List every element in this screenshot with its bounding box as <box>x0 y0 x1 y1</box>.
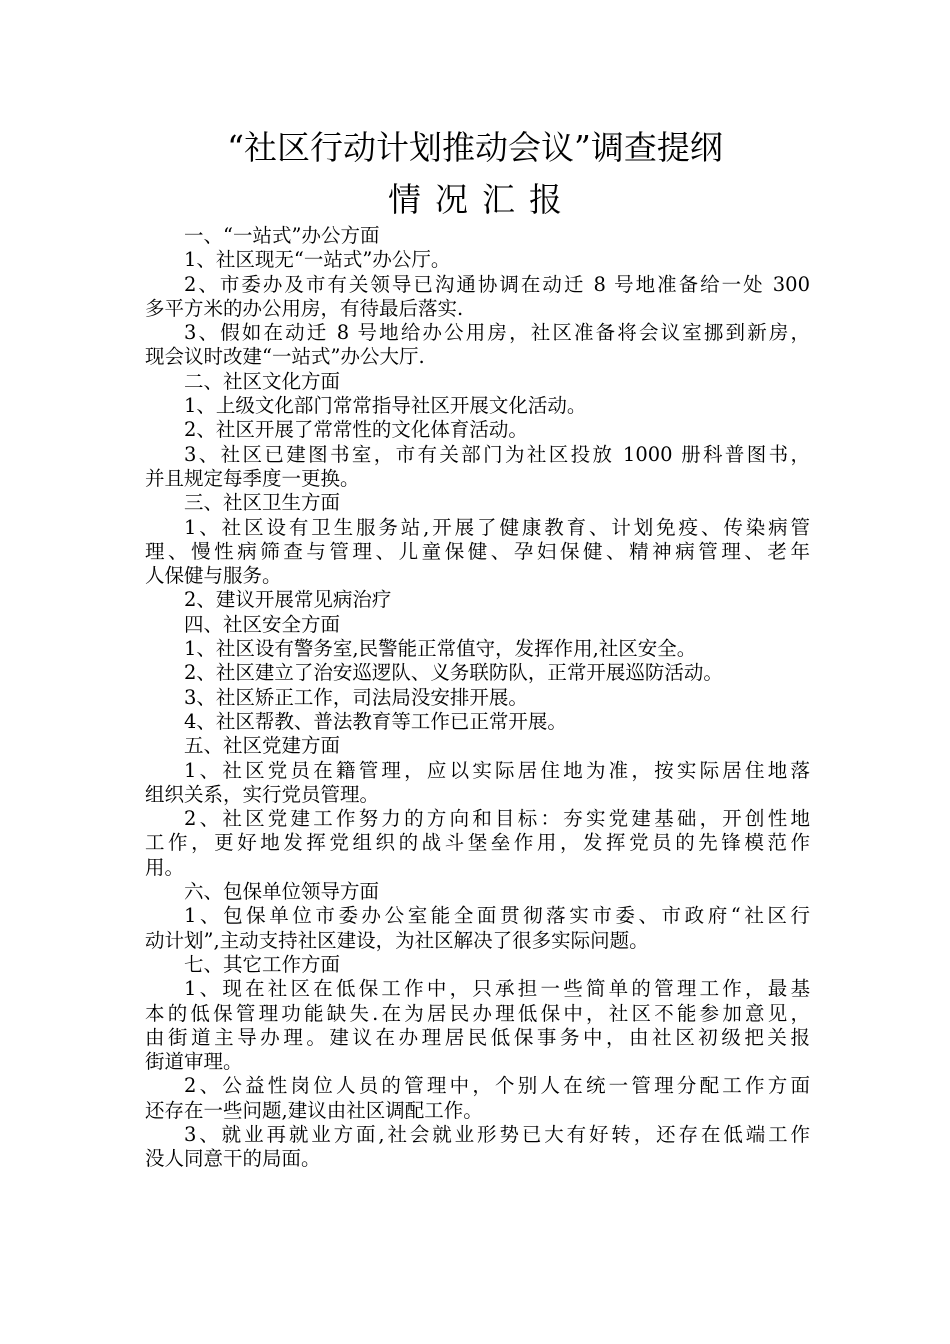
text-line: 一、“一站式”办公方面 <box>184 224 380 247</box>
document-title: “社区行动计划推动会议”调查提纲 <box>227 128 723 167</box>
text-line: 2、社区建立了治安巡逻队、义务联防队，正常开展巡防活动。 <box>184 661 723 685</box>
text-line: 由街道主导办理。建议在办理居民低保事务中，由社区初级把关报 <box>145 1025 810 1049</box>
text-line: 1、现在社区在低保工作中，只承担一些简单的管理工作，最基 <box>184 977 810 1001</box>
text-line: 1、上级文化部门常常指导社区开展文化活动。 <box>184 394 587 418</box>
text-line: 1、社区设有警务室,民警能正常值守，发挥作用,社区安全。 <box>184 637 697 661</box>
text-line: 1、社区现无“一站式”办公厅。 <box>184 248 451 272</box>
text-line: 2、公益性岗位人员的管理中，个别人在统一管理分配工作方面 <box>184 1074 810 1098</box>
text-line: 还存在一些问题,建议由社区调配工作。 <box>145 1098 483 1122</box>
text-line: 1、包保单位市委办公室能全面贯彻落实市委、市政府“社区行 <box>184 904 810 928</box>
text-line: 2、建议开展常见病治疗 <box>184 588 392 612</box>
text-line: 3、社区已建图书室，市有关部门为社区投放 1000 册科普图书， <box>184 442 810 466</box>
text-line: 五、社区党建方面 <box>184 734 341 758</box>
text-line: 没人同意干的局面。 <box>145 1147 321 1171</box>
text-line: 三、社区卫生方面 <box>184 491 341 515</box>
text-line: 人保健与服务。 <box>145 564 282 588</box>
text-line: 2、社区开展了常常性的文化体育活动。 <box>184 418 528 442</box>
text-line: 多平方米的办公用房，有待最后落实. <box>145 296 464 320</box>
text-line: 2、市委办及市有关领导已沟通协调在动迁 8 号地准备给一处 300 <box>184 272 810 296</box>
text-line: 并且规定每季度一更换。 <box>145 466 360 490</box>
text-line: 用。 <box>145 855 185 879</box>
text-line: 1、社区党员在籍管理，应以实际居住地为准，按实际居住地落 <box>184 758 810 782</box>
text-line: 4、社区帮教、普法教育等工作已正常开展。 <box>184 709 567 733</box>
text-line: 七、其它工作方面 <box>184 952 341 976</box>
text-line: 现会议时改建“一站式”办公大厅. <box>145 345 425 369</box>
text-line: 街道审理。 <box>145 1050 243 1074</box>
text-line: 六、包保单位领导方面 <box>184 880 380 904</box>
text-line: 组织关系，实行党员管理。 <box>145 782 380 806</box>
text-line: 本的低保管理功能缺失.在为居民办理低保中，社区不能参加意见， <box>145 1001 810 1025</box>
text-line: 四、社区安全方面 <box>184 612 341 636</box>
text-line: 理、慢性病筛查与管理、儿童保健、孕妇保健、精神病管理、老年 <box>145 539 810 563</box>
text-line: 3、假如在动迁 8 号地给办公用房，社区准备将会议室挪到新房， <box>184 321 810 345</box>
text-line: 1、社区设有卫生服务站,开展了健康教育、计划免疫、传染病管 <box>184 515 810 539</box>
text-line: 3、社区矫正工作，司法局没安排开展。 <box>184 685 528 709</box>
document-body <box>145 224 810 1172</box>
text-line: 二、社区文化方面 <box>184 369 341 393</box>
text-line: 动计划”,主动支持社区建设，为社区解决了很多实际问题。 <box>145 928 649 952</box>
text-line: 3、就业再就业方面,社会就业形势已大有好转，还存在低端工作 <box>184 1122 810 1146</box>
document-subtitle: 情况汇报 <box>388 180 576 219</box>
text-line: 2、社区党建工作努力的方向和目标：夯实党建基础，开创性地 <box>184 807 810 831</box>
text-line: 工作，更好地发挥党组织的战斗堡垒作用，发挥党员的先锋模范作 <box>145 831 810 855</box>
